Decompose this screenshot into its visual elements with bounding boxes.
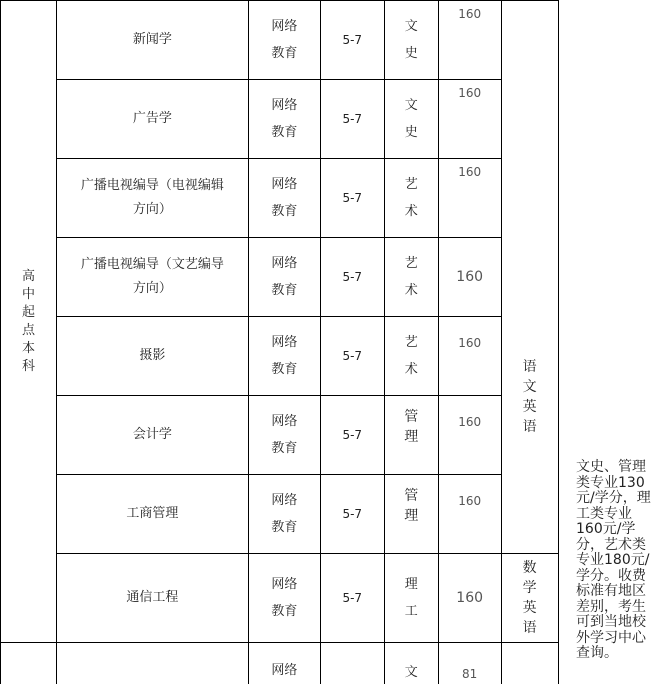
fee: 160	[438, 317, 501, 396]
category: 管理	[384, 475, 438, 554]
category: 艺术	[384, 159, 438, 238]
category: 文	[384, 643, 438, 684]
fee: 160	[438, 1, 501, 80]
study-mode: 网络教育	[248, 475, 320, 554]
category: 艺术	[384, 238, 438, 317]
program-name: 通信工程	[56, 554, 248, 643]
program-name	[56, 643, 248, 684]
category: 管理	[384, 396, 438, 475]
program-name: 新闻学	[56, 1, 248, 80]
duration: 5-7	[320, 238, 384, 317]
duration: 5-7	[320, 159, 384, 238]
fee: 160	[438, 159, 501, 238]
program-name: 广告学	[56, 80, 248, 159]
duration: 5-7	[320, 80, 384, 159]
duration	[320, 643, 384, 684]
level-cell-next	[1, 643, 57, 684]
study-mode: 网络教育	[248, 80, 320, 159]
program-name: 工商管理	[56, 475, 248, 554]
exam-subjects-wen: 语文 英语	[501, 1, 558, 554]
program-name: 广播电视编导（电视编辑方向）	[56, 159, 248, 238]
duration: 5-7	[320, 1, 384, 80]
exam-subjects-li: 数学英语	[501, 554, 558, 643]
fee: 160	[438, 554, 501, 643]
study-mode: 网络	[248, 643, 320, 684]
fee-note: 文史、管理类专业130元/学分，理工类专业160元/学分，艺术类专业180元/学分。收费标准有地区差别，考生可到当地校外学习中心查询。	[576, 460, 652, 662]
level-cell	[1, 1, 57, 643]
study-mode: 网络教育	[248, 317, 320, 396]
category: 艺术	[384, 317, 438, 396]
fee: 160	[438, 475, 501, 554]
study-mode: 网络教育	[248, 554, 320, 643]
program-name: 广播电视编导（文艺编导方向）	[56, 238, 248, 317]
category: 文史	[384, 1, 438, 80]
fee: 160	[438, 238, 501, 317]
program-name: 会计学	[56, 396, 248, 475]
fee: 81	[438, 643, 501, 684]
fee: 160	[438, 80, 501, 159]
program-name: 摄影	[56, 317, 248, 396]
study-mode: 网络教育	[248, 159, 320, 238]
category: 理工	[384, 554, 438, 643]
fee: 160	[438, 396, 501, 475]
level-label: 高中起点本科	[21, 268, 35, 376]
duration: 5-7	[320, 554, 384, 643]
exam-subjects-next	[501, 643, 558, 684]
study-mode: 网络教育	[248, 238, 320, 317]
study-mode: 网络教育	[248, 1, 320, 80]
duration: 5-7	[320, 396, 384, 475]
duration: 5-7	[320, 317, 384, 396]
category: 文史	[384, 80, 438, 159]
duration: 5-7	[320, 475, 384, 554]
study-mode: 网络教育	[248, 396, 320, 475]
